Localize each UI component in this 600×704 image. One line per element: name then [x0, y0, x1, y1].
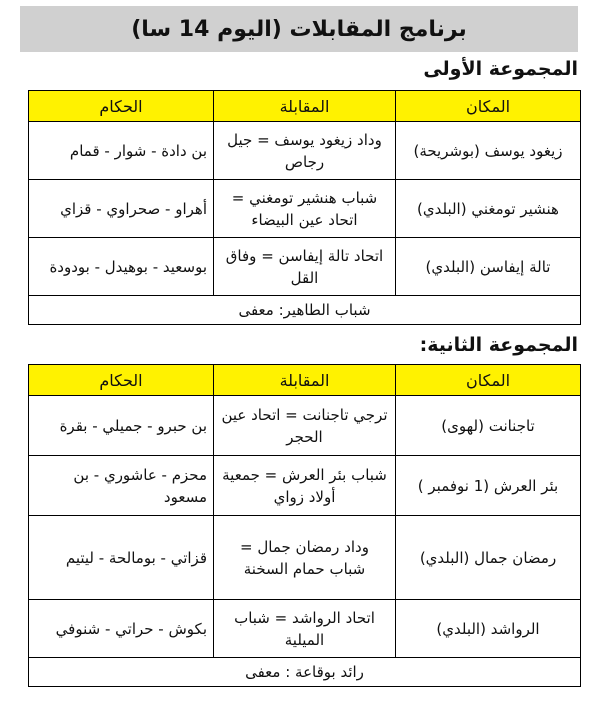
- venue-cell: هنشير تومغني (البلدي): [396, 180, 581, 238]
- exempt-cell: رائد بوقاعة : معفى: [29, 658, 581, 687]
- header-venue: المكان: [396, 365, 581, 396]
- table-row: [29, 600, 581, 658]
- match-cell: شباب بئر العرش = جمعية أولاد زواي: [214, 456, 396, 516]
- venue-cell: تاجنانت (لهوى): [396, 396, 581, 456]
- group2-header-row: [29, 365, 581, 396]
- group2-title: المجموعة الثانية:: [419, 334, 578, 356]
- group1-title: المجموعة الأولى: [423, 58, 578, 80]
- refs-cell: محزم - عاشوري - بن مسعود: [29, 456, 214, 516]
- header-match: المقابلة: [214, 91, 396, 122]
- venue-cell: رمضان جمال (البلدي): [396, 516, 581, 600]
- refs-cell: بن حبرو - جميلي - بقرة: [29, 396, 214, 456]
- group1-table: [28, 90, 581, 325]
- refs-cell: بكوش - حراتي - شنوفي: [29, 600, 214, 658]
- header-refs: الحكام: [29, 91, 214, 122]
- page-title: برنامج المقابلات (اليوم 14 سا): [20, 6, 578, 52]
- exempt-cell: شباب الطاهير: معفى: [29, 296, 581, 325]
- header-refs: الحكام: [29, 365, 214, 396]
- table-row: [29, 122, 581, 180]
- group2-table: [28, 364, 581, 687]
- table-row: [29, 180, 581, 238]
- match-cell: اتحاد تالة إيفاسن = وفاق القل: [214, 238, 396, 296]
- match-cell: اتحاد الرواشد = شباب الميلية: [214, 600, 396, 658]
- refs-cell: بوسعيد - بوهيدل - بودودة: [29, 238, 214, 296]
- table-row: [29, 396, 581, 456]
- match-cell: ترجي تاجنانت = اتحاد عين الحجر: [214, 396, 396, 456]
- exempt-row: [29, 658, 581, 687]
- refs-cell: أهراو - صحراوي - قزاي: [29, 180, 214, 238]
- header-match: المقابلة: [214, 365, 396, 396]
- venue-cell: بئر العرش (1 نوفمبر ): [396, 456, 581, 516]
- venue-cell: الرواشد (البلدي): [396, 600, 581, 658]
- table-row: [29, 238, 581, 296]
- refs-cell: قزاتي - بومالحة - ليتيم: [29, 516, 214, 600]
- table-row: [29, 516, 581, 600]
- group1-header-row: [29, 91, 581, 122]
- refs-cell: بن دادة - شوار - قمام: [29, 122, 214, 180]
- table-row: [29, 456, 581, 516]
- venue-cell: زيغود يوسف (بوشريحة): [396, 122, 581, 180]
- exempt-row: [29, 296, 581, 325]
- match-cell: وداد رمضان جمال = شباب حمام السخنة: [214, 516, 396, 600]
- venue-cell: تالة إيفاسن (البلدي): [396, 238, 581, 296]
- match-cell: شباب هنشير تومغني = اتحاد عين البيضاء: [214, 180, 396, 238]
- header-venue: المكان: [396, 91, 581, 122]
- match-cell: وداد زيغود يوسف = جيل رجاص: [214, 122, 396, 180]
